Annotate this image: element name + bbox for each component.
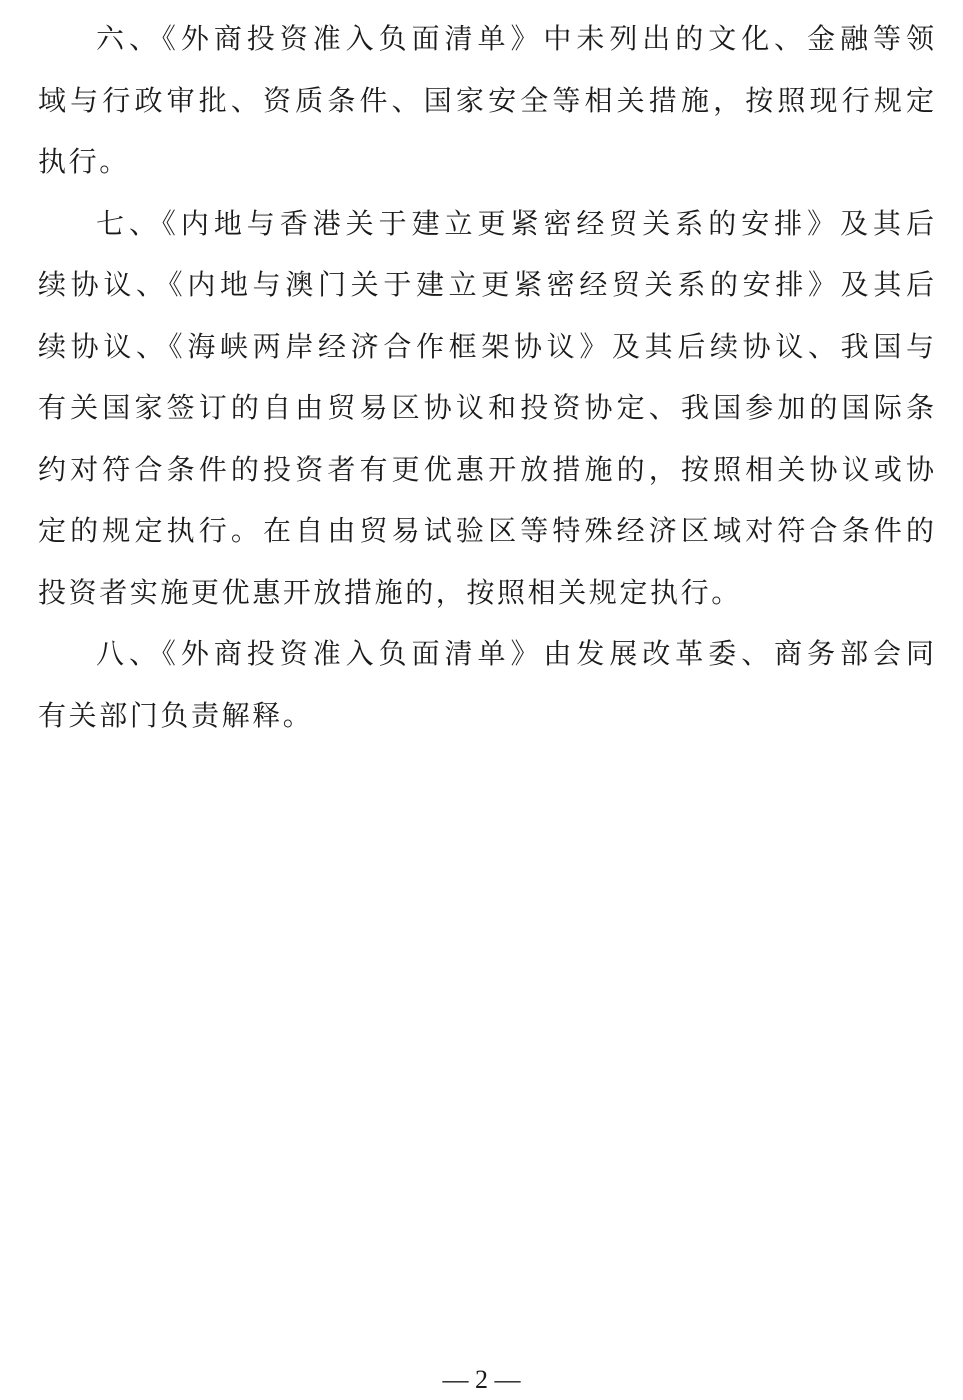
paragraph-7 <box>38 193 934 624</box>
page-number: — 2 — <box>442 1365 521 1394</box>
text-line: 八、《外商投资准入负面清单》由发展改革委、商务部会同 <box>96 637 934 670</box>
document-body <box>38 8 934 746</box>
text-line: 有关部门负责解释。 <box>38 698 314 732</box>
text-line: 执行。 <box>38 145 130 178</box>
text-line: 定的规定执行。在自由贸易试验区等特殊经济区域对符合条件的 <box>38 514 934 547</box>
text-line: 投资者实施更优惠开放措施的，按照相关规定执行。 <box>38 575 742 609</box>
text-line: 七、《内地与香港关于建立更紧密经贸关系的安排》及其后 <box>96 206 934 240</box>
text-line: 续协议、《内地与澳门关于建立更紧密经贸关系的安排》及其后 <box>38 268 934 301</box>
paragraph-6 <box>38 8 934 193</box>
text-line: 域与行政审批、资质条件、国家安全等相关措施，按照现行规定 <box>38 83 934 117</box>
paragraph-8 <box>38 623 934 746</box>
text-line: 续协议、《海峡两岸经济合作框架协议》及其后续协议、我国与 <box>38 329 934 363</box>
text-line: 六、《外商投资准入负面清单》中未列出的文化、金融等领 <box>96 22 934 55</box>
text-line: 约对符合条件的投资者有更优惠开放措施的，按照相关协议或协 <box>38 452 934 486</box>
text-line: 有关国家签订的自由贸易区协议和投资协定、我国参加的国际条 <box>38 391 934 424</box>
